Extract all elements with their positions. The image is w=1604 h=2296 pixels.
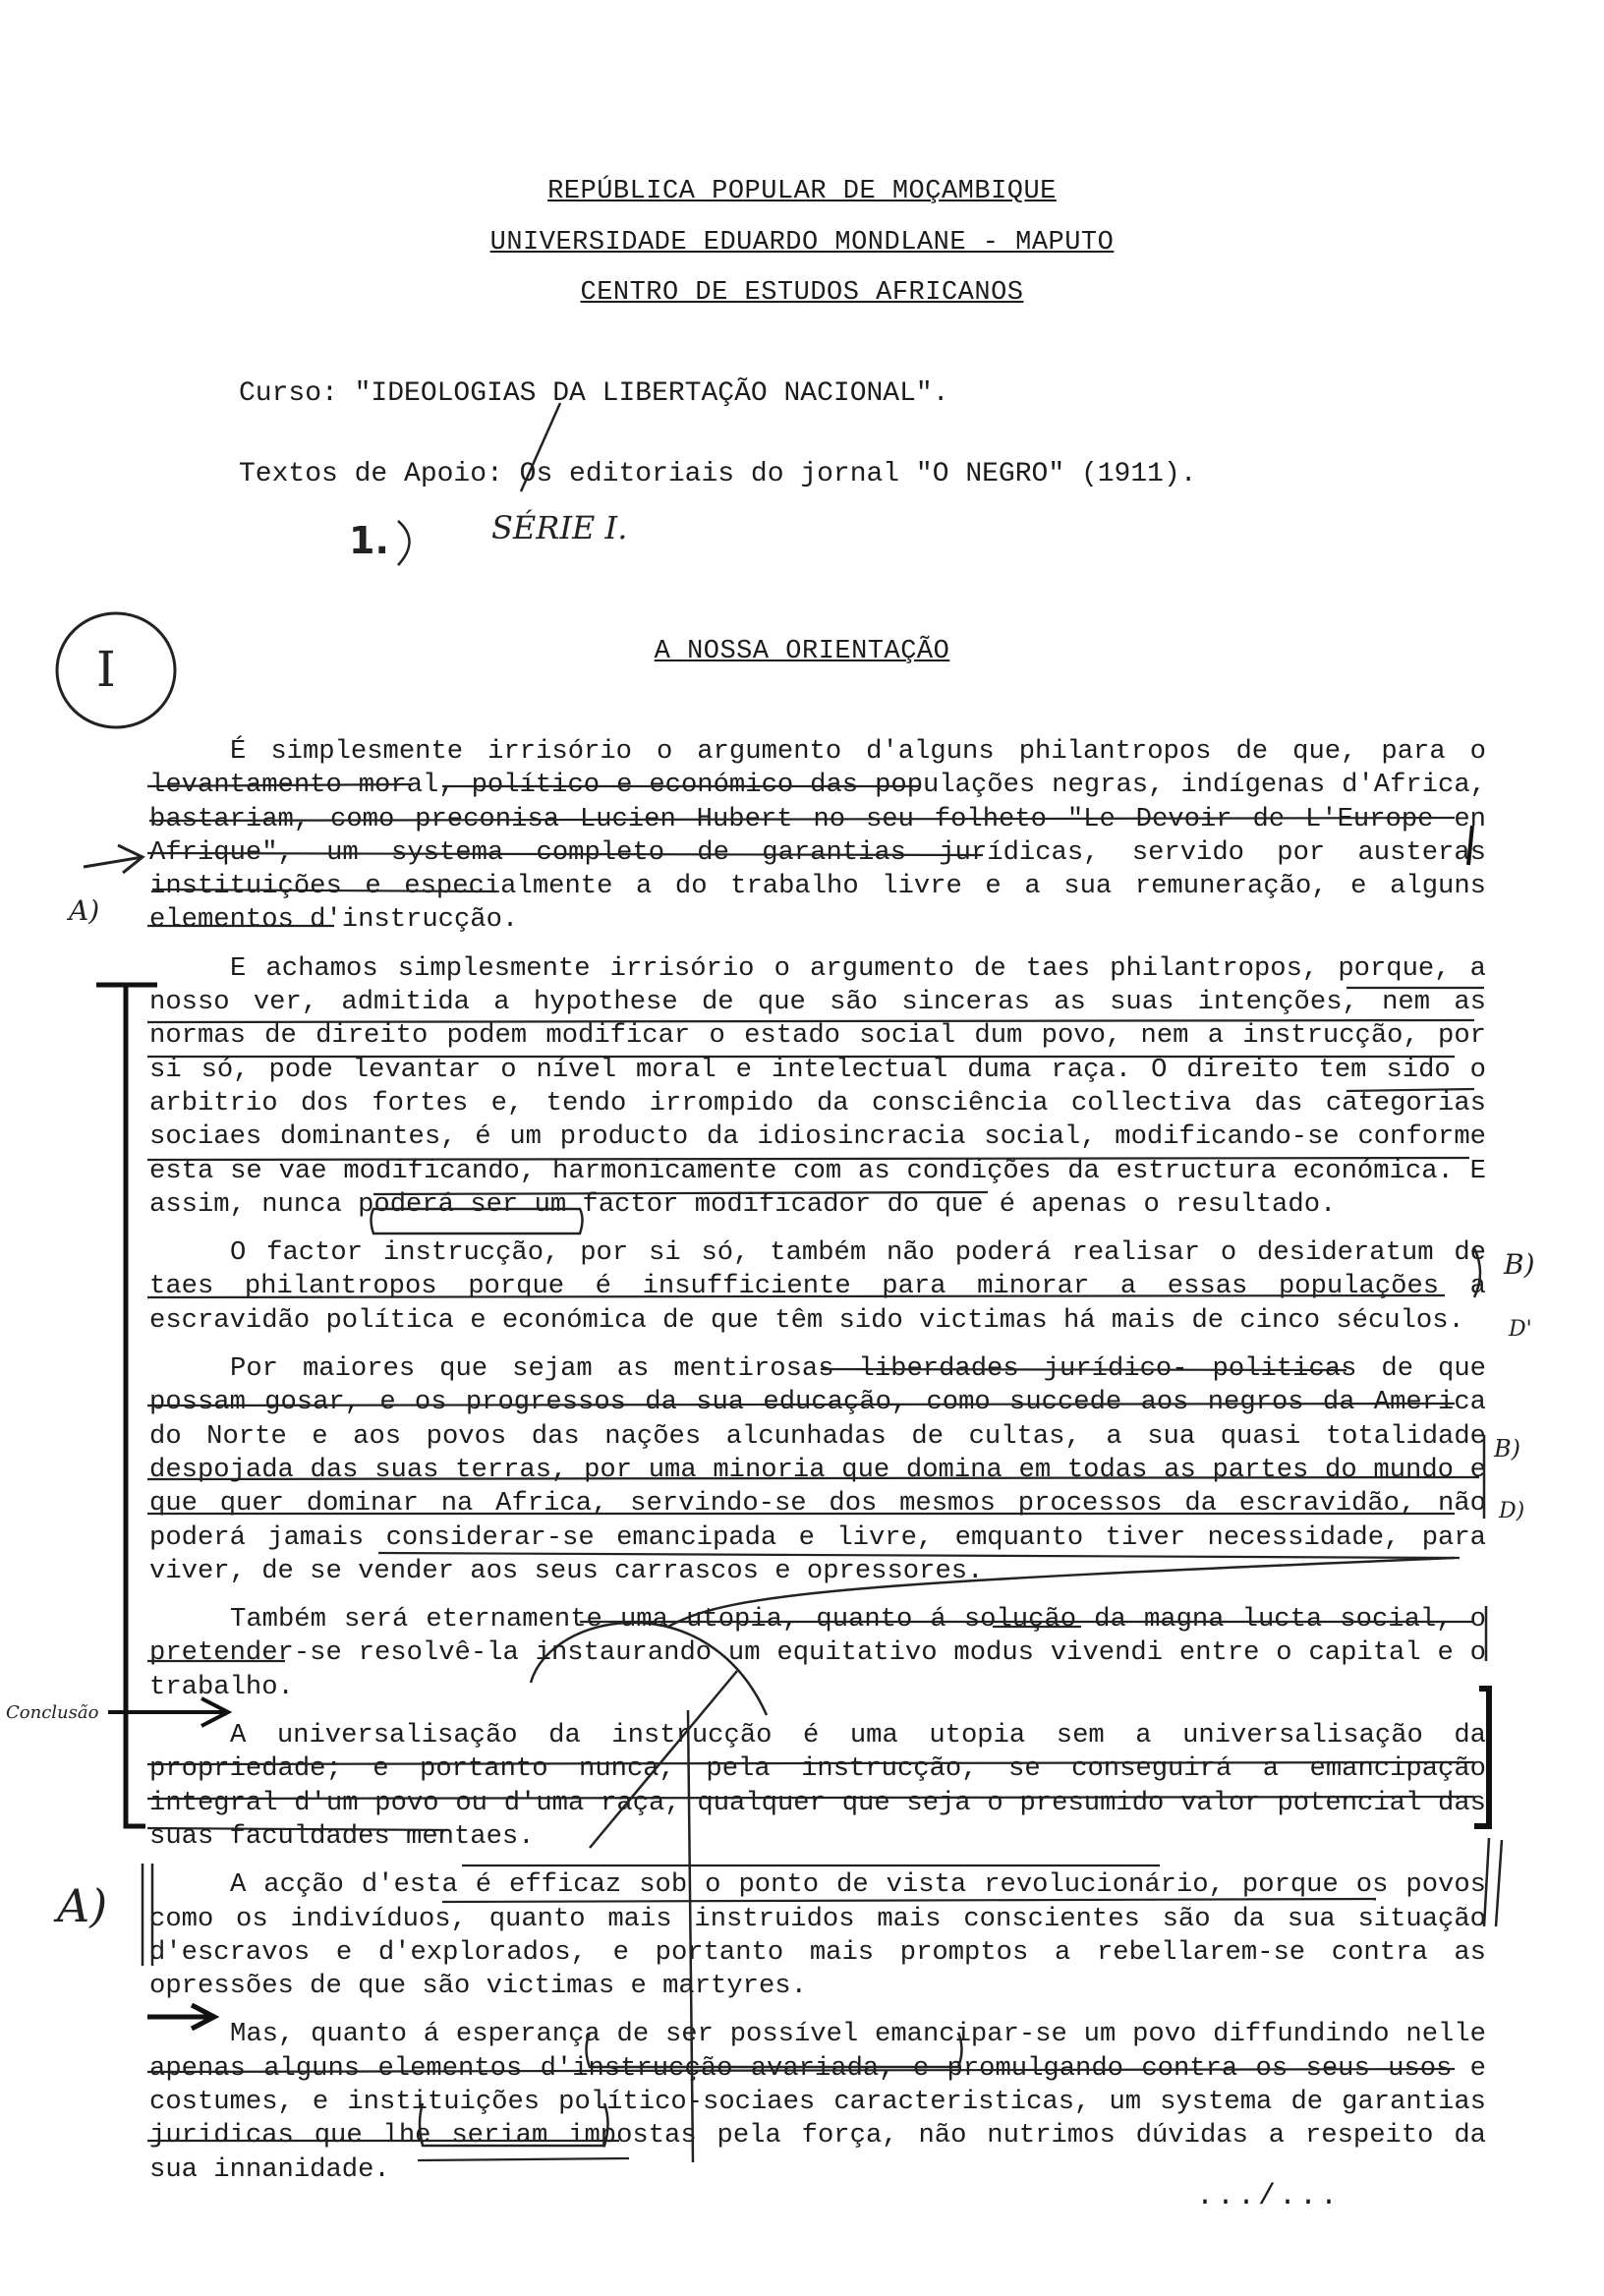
margin-note-d2: D) — [1499, 1499, 1525, 1523]
paragraph-7: A acção d'esta é efficaz sob o ponto de vista revolucionário, porque os povos como os indivíduos, quanto mais instruidos mais conscientes são da sua situação d'escravos e d'explorados, e portanto mais promptos a rebellarem-se contra as opressões de que são victimas e martyres. — [149, 1869, 1486, 2002]
margin-note-a2: A) — [57, 1879, 108, 1932]
paragraph-4: Por maiores que sejam as mentirosas liberdades jurídico- politicas de que possam gosar, e os progressos da sua educação, como succede aos negros da America do Norte e aos povos das nações alcunhadas de cultas, a sua quasi totalidade despojada das suas terras, por uma minoria que domina em todas as partes do mundo e que quer dominar na Africa, servindo-se dos mesmos processos da escravidão, não poderá jamais considerar-se emancipada e livre, emquanto tiver necessidade, para viver, de se vender aos seus carrascos e opressores. — [149, 1353, 1486, 1586]
handwritten-number: 1. — [349, 519, 389, 562]
paragraph-1: É simplesmente irrisório o argumento d'alguns philantropos de que, para o levantamento moral, político e económico das populações negras, indígenas d'Africa, bastariam, como preconisa Lucien Hubert no seu folheto "Le Devoir de L'Europe en Afrique", um systema completo de garantias jurídicas, servido por austeras instituições e especialmente a do trabalho livre e a sua remuneração, e alguns elementos d'instrucção. — [149, 736, 1486, 936]
circle-mark — [57, 613, 175, 727]
course-line: Curso: "IDEOLOGIAS DA LIBERTAÇÃO NACIONAL". — [239, 378, 949, 409]
header-university: UNIVERSIDADE EDUARDO MONDLANE - MAPUTO — [489, 228, 1115, 258]
header-center: CENTRO DE ESTUDOS AFRICANOS — [580, 278, 1024, 308]
margin-note-conclusao: Conclusão — [6, 1702, 99, 1723]
double-line-mark — [1484, 1838, 1502, 1926]
margin-note-d1: D' — [1509, 1317, 1532, 1342]
header-republic: REPÚBLICA POPULAR DE MOÇAMBIQUE — [547, 177, 1057, 206]
margin-note-b1: B) — [1504, 1248, 1535, 1281]
paragraph-3: O factor instrucção, por si só, também não poderá realisar o desideratum de taes philantropos porque é insufficiente para minorar a essas populações a escravidão política e económica de que têm sido victimas há mais de cinco séculos. — [149, 1237, 1486, 1336]
handwritten-serie: SÉRIE I. — [491, 509, 628, 546]
article-body — [149, 735, 1486, 2202]
margin-note-a1: A) — [69, 894, 100, 927]
paragraph-8: Mas, quanto á esperança de ser possível emancipar-se um povo diffundindo nelle apenas alguns elementos d'instrucção avariada, e promulgando contra os seus usos e costumes, e instituições político-sociaes caracteristicas, um systema de garantias juridicas que lhe seriam impostas pela força, não nutrimos dúvidas a respeito da sua innanidade. — [149, 2019, 1486, 2185]
paragraph-6: A universalisação da instrucção é uma utopia sem a universalisação da propriedade; e portanto nunca, pela instrucção, se conseguirá a emancipação integral d'um povo ou d'uma raça, qualquer que seja o presumido valor potencial das suas faculdades mentaes. — [149, 1720, 1486, 1852]
paragraph-2: E achamos simplesmente irrisório o argumento de taes philantropos, porque, a nosso ver, admitida a hypothese de que são sinceras as suas intenções, nem as normas de direito podem modificar o estado social dum povo, nem a instrucção, por si só, pode levantar o nível moral e intelectual duma raça. O direito tem sido o arbitrio dos fortes e, tendo irrompido da consciência collectiva das categorias sociaes dominantes, é um producto da idiosincracia social, modificando-se conforme esta se vae modificando, harmonicamente com as condições da estructura económica. E assim, nunca poderá ser um factor modificador do que é apenas o resultado. — [149, 952, 1486, 1220]
continuation-mark: .../... — [1195, 2180, 1341, 2213]
paragraph-5: Também será eternamente uma utopia, quanto á solução da magna lucta social, o pretender-se resolvê-la instaurando um equitativo modus vivendi entre o capital e o trabalho. — [149, 1604, 1486, 1702]
arrow-icon — [84, 845, 143, 873]
article-title: A NOSSA ORIENTAÇÃO — [654, 637, 950, 666]
bracket-mark — [398, 521, 410, 565]
margin-note-b2: B) — [1494, 1435, 1520, 1463]
handwritten-circled-numeral: I — [96, 641, 116, 698]
support-texts-line: Textos de Apoio: Os editoriais do jornal "O NEGRO" (1911). — [239, 459, 1197, 489]
left-margin-bracket — [126, 986, 145, 1826]
